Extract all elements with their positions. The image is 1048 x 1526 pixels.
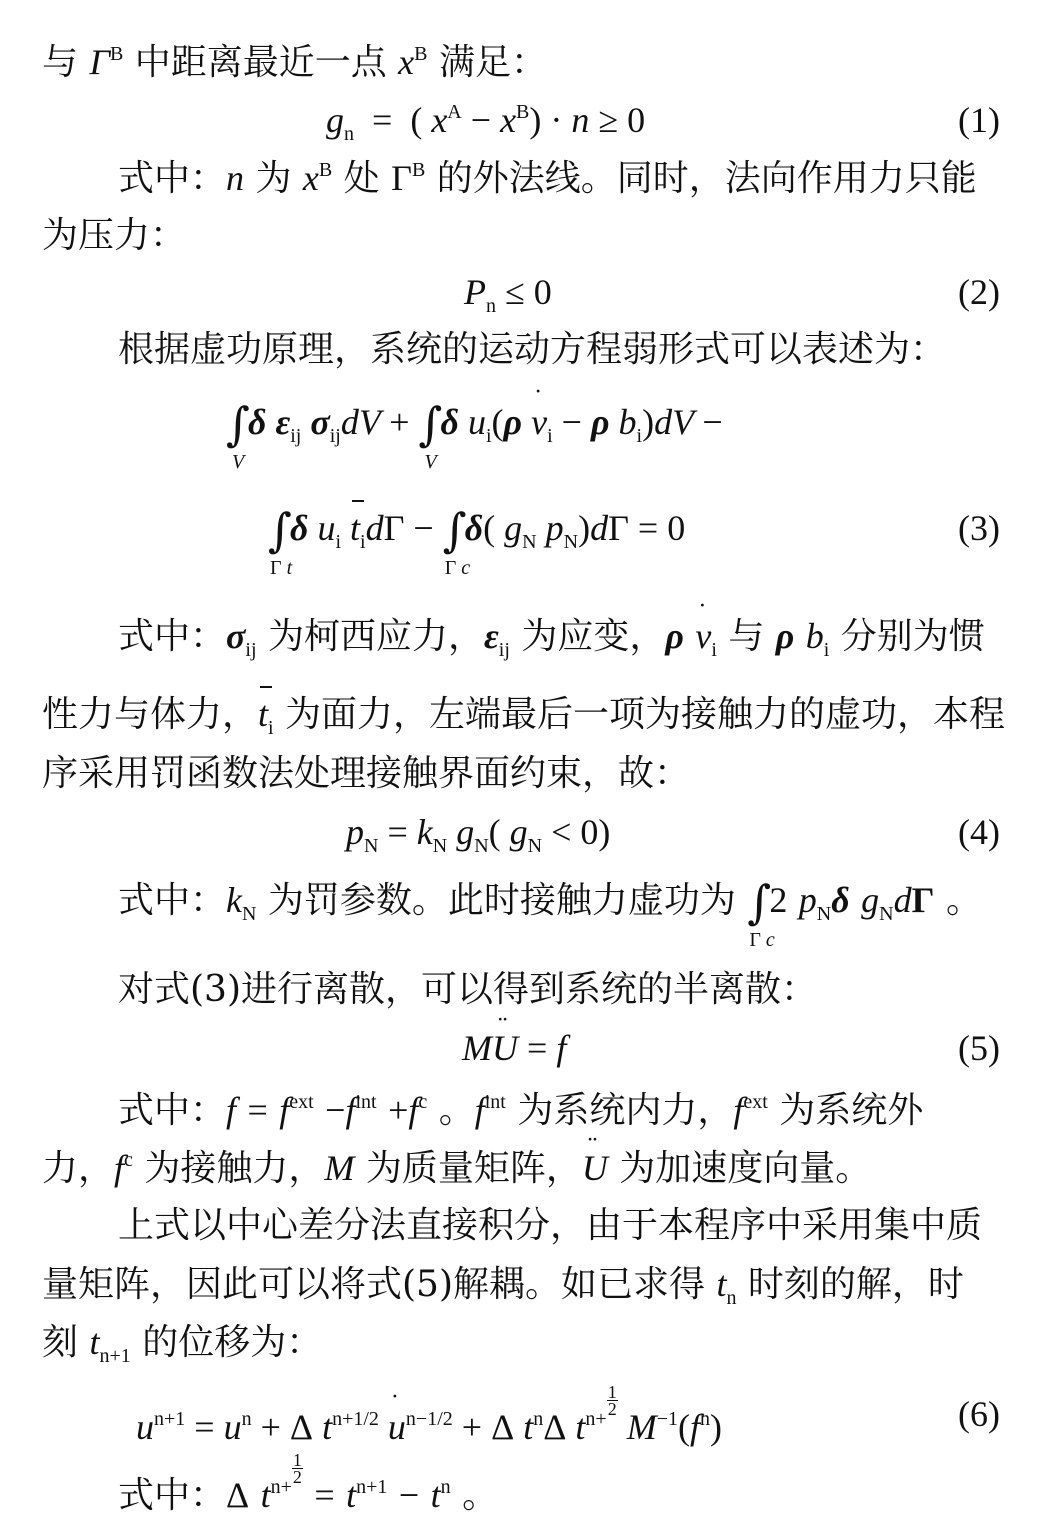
- text-line-13: [0, 870, 1048, 950]
- text-line-18: [0, 1196, 1048, 1256]
- integral-icon: ∫ Γ c: [747, 875, 775, 951]
- paragraph-discretize: 对式(3)进行离散，可以得到系统的半离散：: [118, 969, 817, 1010]
- paragraph-displacement: 刻 $t_{n+1}$ 的位移为：: [42, 1322, 323, 1367]
- integral-icon: ∫ V: [226, 397, 250, 473]
- equation-3b-body: ∫ Γ t δ $u_i$ $t_id\Gamma$ − ∫ Γ c δ( $g_N$ $p_N)d\Gamma = 0$: [268, 498, 685, 560]
- text-line-9: [0, 606, 1048, 666]
- paragraph-penalty-param: 式中：$k_N$ 为罚参数。此时接触力虚功为 ∫ Γ c 2 $p_N\delta$ $g_Nd\Gamma$ 。: [118, 870, 982, 932]
- paragraph-stress: 式中：$\sigma_{ij}$ 为柯西应力，$\varepsilon_{ij}$ 为应变，$\rho \cdot v_i$ 与 ρ $b_i$ 分别为惯: [118, 606, 985, 667]
- equation-3a-body: ∫ V δ $\varepsilon_{ij}$ $\sigma_{ij}dV$ + ∫ V δ $u_i(\rho \cdot v_i - \rho$ $b_i)dV$ −: [226, 392, 723, 454]
- equation-2: [0, 262, 1048, 322]
- paragraph-penalty: 序采用罚函数法处理接触界面约束，故：: [42, 753, 691, 794]
- paragraph-normal-direction: 式中：n 为 $x^B$ 处 $\Gamma^B$ 的外法线。同时，法向作用力只能: [118, 158, 977, 199]
- text-line-1: [0, 32, 1048, 92]
- paragraph-decouple: 量矩阵，因此可以将式(5)解耦。如已求得 $t_n$ 时刻的解，时: [42, 1264, 964, 1309]
- paragraph-virtual-work: 根据虚功原理，系统的运动方程弱形式可以表述为：: [118, 329, 947, 370]
- equation-3-line-1: [0, 392, 1048, 472]
- text-line-17: [0, 1138, 1048, 1198]
- equation-1-number: (1): [958, 100, 1000, 140]
- equation-3-line-2: [0, 498, 1048, 578]
- paragraph-inertia: 性力与体力，$t_i$ 为面力，左端最后一项为接触力的虚功，本程: [42, 684, 1005, 745]
- equation-6: [0, 1382, 1048, 1447]
- equation-5: [0, 1018, 1048, 1078]
- equation-3-number: (3): [958, 508, 1000, 548]
- text-line-16: [0, 1080, 1048, 1140]
- text-line-3: [0, 148, 1048, 208]
- equation-2-number: (2): [958, 272, 1000, 312]
- equation-4: [0, 802, 1048, 862]
- equation-1: [0, 90, 1048, 150]
- text-line-19: [0, 1254, 1048, 1314]
- text-line-22: [0, 1450, 1048, 1516]
- paragraph-time-step: 式中：Δ $t^{n+ \frac{1}{2}}$ = $t^{n+1} - t^n$ 。: [118, 1450, 499, 1516]
- paragraph-pressure: 为压力：: [42, 215, 187, 256]
- equation-6-body: $u^{n+1} = u^n + \Delta$ $t^{n+1/2} \cdot u^{n-1/2} + \Delta$ $t^n\Delta$ $t^{n+ \frac{1}{2}}$ $M^{-1}(f^n)$: [136, 1384, 722, 1457]
- text-line-11: [0, 744, 1048, 804]
- paragraph-mass-matrix: 力，$f^c$ 为接触力，M 为质量矩阵，¨ U 为加速度向量。: [42, 1138, 871, 1199]
- text-line-20: [0, 1312, 1048, 1372]
- integral-icon: ∫ V: [418, 397, 443, 473]
- paragraph-forces: 式中：$f = f^{ext} -f^{int} +f^c$ 。$f^{int}$ 为系统内力，$f^{ext}$ 为系统外: [118, 1090, 924, 1131]
- equation-4-body: $p_N = k_N$ $g_N$( $g_N < 0$): [346, 812, 611, 857]
- equation-6-number: (6): [958, 1394, 1000, 1434]
- text-line-4: [0, 206, 1048, 266]
- equation-5-body: M¨ U = f: [462, 1018, 566, 1078]
- integral-icon: ∫ Γ c: [442, 503, 471, 579]
- equation-4-number: (4): [958, 812, 1000, 852]
- text-line-14: [0, 960, 1048, 1020]
- paragraph-central-diff: 上式以中心差分法直接积分，由于本程序中采用集中质: [118, 1205, 983, 1246]
- equation-1-body: $g_n$ = ( $x^A - x^B) \cdot n \ge 0$: [326, 100, 646, 145]
- paragraph-intro: 与 $\Gamma^B$ 中距离最近一点 $x^B$ 满足：: [42, 42, 547, 83]
- text-line-6: [0, 320, 1048, 380]
- integral-icon: ∫ Γ t: [268, 503, 293, 579]
- equation-5-number: (5): [958, 1028, 1000, 1068]
- equation-2-body: $P_n \le 0$: [464, 272, 552, 317]
- text-line-10: [0, 684, 1048, 744]
